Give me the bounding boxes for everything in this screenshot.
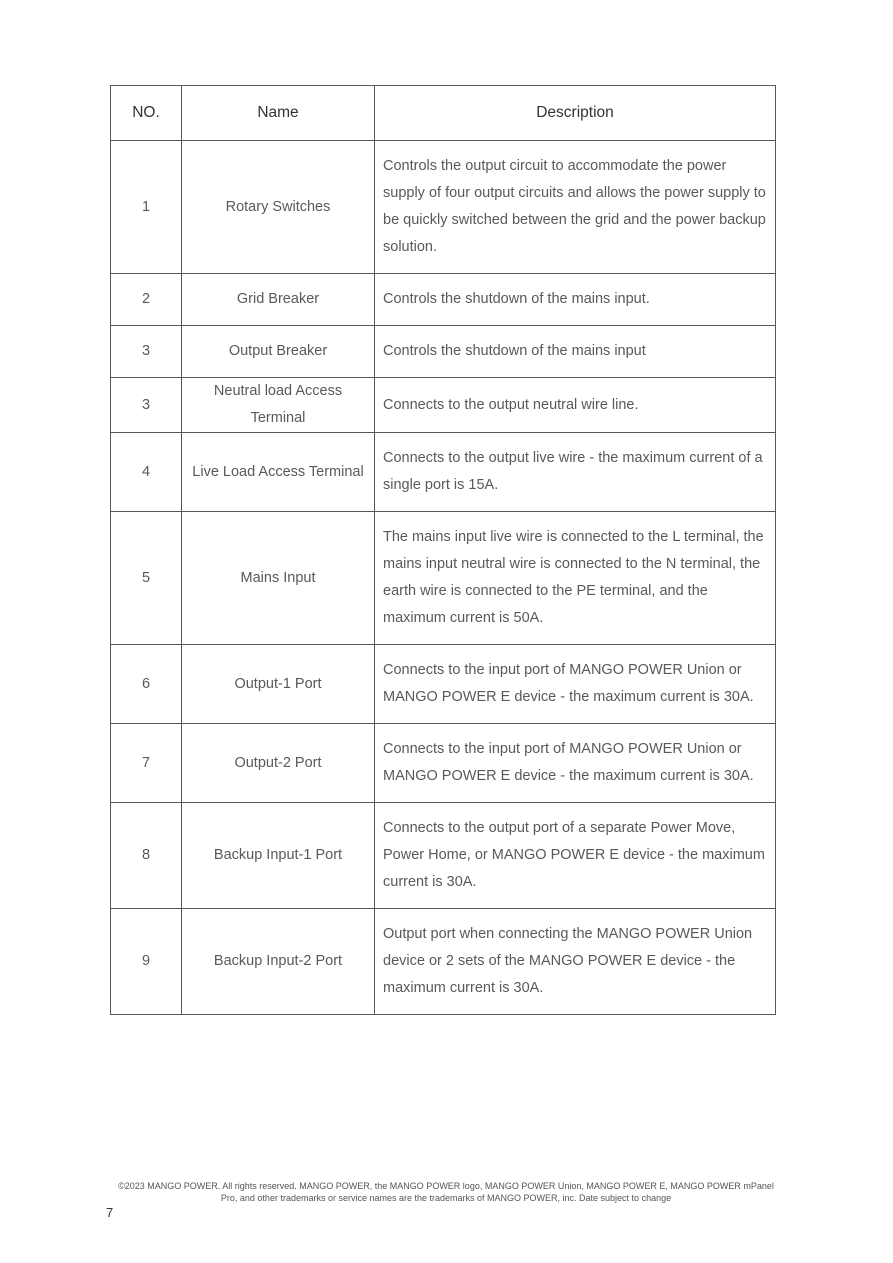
row-name: Output Breaker bbox=[182, 326, 375, 378]
row-no: 4 bbox=[111, 433, 182, 512]
table-row bbox=[111, 645, 776, 724]
row-no: 3 bbox=[111, 326, 182, 378]
row-description: Controls the shutdown of the mains input. bbox=[375, 274, 776, 326]
row-no: 7 bbox=[111, 724, 182, 803]
table-row bbox=[111, 274, 776, 326]
row-description: Connects to the output port of a separate Power Move, Power Home, or MANGO POWER E device - the maximum current is 30A. bbox=[375, 803, 776, 909]
table-header-row bbox=[111, 86, 776, 141]
row-no: 2 bbox=[111, 274, 182, 326]
row-name: Output-1 Port bbox=[182, 645, 375, 724]
row-no: 6 bbox=[111, 645, 182, 724]
row-description: Controls the shutdown of the mains input bbox=[375, 326, 776, 378]
row-no: 5 bbox=[111, 512, 182, 645]
page-number: 7 bbox=[106, 1205, 114, 1220]
table-row bbox=[111, 512, 776, 645]
row-description: Connects to the output neutral wire line. bbox=[375, 378, 776, 433]
row-name: Neutral load Access Terminal bbox=[182, 378, 375, 433]
row-description: Output port when connecting the MANGO POWER Union device or 2 sets of the MANGO POWER E device - the maximum current is 30A. bbox=[375, 909, 776, 1015]
row-description: The mains input live wire is connected to the L terminal, the mains input neutral wire is connected to the N terminal, the earth wire is connected to the PE terminal, and the maximum current is 50A. bbox=[375, 512, 776, 645]
table-row bbox=[111, 724, 776, 803]
row-no: 3 bbox=[111, 378, 182, 433]
row-name: Grid Breaker bbox=[182, 274, 375, 326]
row-name: Mains Input bbox=[182, 512, 375, 645]
row-name: Backup Input-1 Port bbox=[182, 803, 375, 909]
row-description: Connects to the input port of MANGO POWER Union or MANGO POWER E device - the maximum current is 30A. bbox=[375, 724, 776, 803]
row-name: Backup Input-2 Port bbox=[182, 909, 375, 1015]
header-no: NO. bbox=[111, 86, 182, 141]
row-description: Controls the output circuit to accommodate the power supply of four output circuits and allows the power supply to be quickly switched between the grid and the power backup solution. bbox=[375, 141, 776, 274]
header-description: Description bbox=[375, 86, 776, 141]
row-name: Rotary Switches bbox=[182, 141, 375, 274]
row-name: Output-2 Port bbox=[182, 724, 375, 803]
footer-copyright: ©2023 MANGO POWER. All rights reserved. MANGO POWER, the MANGO POWER logo, MANGO POWER Union, MANGO POWER E, MANGO POWER mPanel Pro, and other trademarks or service names are the trademarks of MANGO POWER, inc. Date subject to change bbox=[118, 1181, 774, 1203]
specification-table bbox=[110, 85, 776, 1015]
row-no: 1 bbox=[111, 141, 182, 274]
table-row bbox=[111, 433, 776, 512]
table-row bbox=[111, 378, 776, 433]
table-row bbox=[111, 326, 776, 378]
table-row bbox=[111, 803, 776, 909]
row-no: 8 bbox=[111, 803, 182, 909]
table-row bbox=[111, 909, 776, 1015]
row-name: Live Load Access Terminal bbox=[182, 433, 375, 512]
row-description: Connects to the input port of MANGO POWER Union or MANGO POWER E device - the maximum current is 30A. bbox=[375, 645, 776, 724]
table-row bbox=[111, 141, 776, 274]
header-name: Name bbox=[182, 86, 375, 141]
row-no: 9 bbox=[111, 909, 182, 1015]
row-description: Connects to the output live wire - the maximum current of a single port is 15A. bbox=[375, 433, 776, 512]
